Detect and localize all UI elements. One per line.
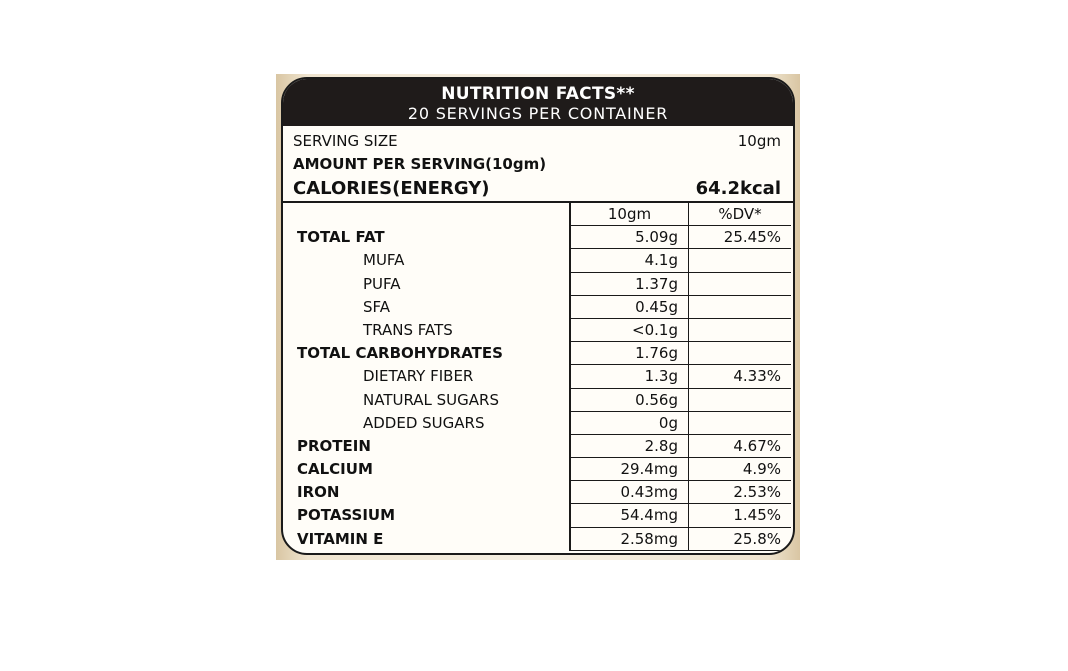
nutrient-name: POTASSIUM: [283, 504, 571, 527]
nutrient-dv: [689, 319, 791, 342]
nutrient-amount: 1.37g: [571, 273, 689, 296]
nutrient-name: NATURAL SUGARS: [283, 389, 571, 412]
nutrient-dv: 2.53%: [689, 481, 791, 504]
nutrient-dv: [689, 296, 791, 319]
nutrient-name: DIETARY FIBER: [283, 365, 571, 388]
nutrient-name: IRON: [283, 481, 571, 504]
serving-size-label: SERVING SIZE: [293, 132, 398, 150]
nutrient-name: PROTEIN: [283, 435, 571, 458]
nutrient-dv: [689, 412, 791, 435]
column-header-amount: 10gm: [571, 203, 689, 226]
nutrient-dv: [689, 249, 791, 272]
label-header: [283, 79, 793, 126]
nutrient-name: TOTAL FAT: [283, 226, 571, 249]
nutrient-dv: [689, 389, 791, 412]
nutrition-facts-label: [281, 77, 795, 555]
nutrient-amount: 4.1g: [571, 249, 689, 272]
nutrient-amount: 1.3g: [571, 365, 689, 388]
calories-label: CALORIES(ENERGY): [293, 178, 490, 199]
nutrient-amount: 2.58mg: [571, 528, 689, 551]
nutrient-amount: 0g: [571, 412, 689, 435]
nutrient-amount: 5.09g: [571, 226, 689, 249]
nutrient-amount: 0.45g: [571, 296, 689, 319]
serving-info: [283, 126, 793, 203]
nutrient-name: ADDED SUGARS: [283, 412, 571, 435]
nutrient-name: CALCIUM: [283, 458, 571, 481]
label-title: NUTRITION FACTS**: [441, 84, 635, 104]
amount-per-serving-row: [293, 155, 781, 178]
nutrient-name: MUFA: [283, 249, 571, 272]
nutrient-amount: 0.43mg: [571, 481, 689, 504]
nutrient-name: TRANS FATS: [283, 319, 571, 342]
nutrient-name: VITAMIN E: [283, 528, 571, 551]
nutrient-amount: 0.56g: [571, 389, 689, 412]
nutrient-dv: 1.45%: [689, 504, 791, 527]
table-header-blank: [283, 203, 571, 226]
nutrient-dv: 4.9%: [689, 458, 791, 481]
nutrient-name: SFA: [283, 296, 571, 319]
serving-size-value: 10gm: [737, 132, 781, 150]
nutrient-name: TOTAL CARBOHYDRATES: [283, 342, 571, 365]
nutrient-amount: 29.4mg: [571, 458, 689, 481]
nutrient-dv: 4.67%: [689, 435, 791, 458]
servings-per-container: 20 SERVINGS PER CONTAINER: [407, 104, 669, 123]
column-header-dv: %DV*: [689, 203, 791, 226]
nutrient-amount: 1.76g: [571, 342, 689, 365]
nutrient-name: PUFA: [283, 273, 571, 296]
nutrient-dv: [689, 273, 791, 296]
amount-per-serving-label: AMOUNT PER SERVING(10gm): [293, 155, 547, 173]
calories-value: 64.2kcal: [695, 178, 781, 199]
nutrient-dv: 25.8%: [689, 528, 791, 551]
nutrient-table: [283, 203, 793, 551]
nutrient-amount: 54.4mg: [571, 504, 689, 527]
nutrient-dv: 4.33%: [689, 365, 791, 388]
nutrient-amount: <0.1g: [571, 319, 689, 342]
nutrient-dv: [689, 342, 791, 365]
serving-size-row: [293, 132, 781, 155]
nutrient-amount: 2.8g: [571, 435, 689, 458]
nutrient-dv: 25.45%: [689, 226, 791, 249]
calories-row: [293, 178, 781, 201]
